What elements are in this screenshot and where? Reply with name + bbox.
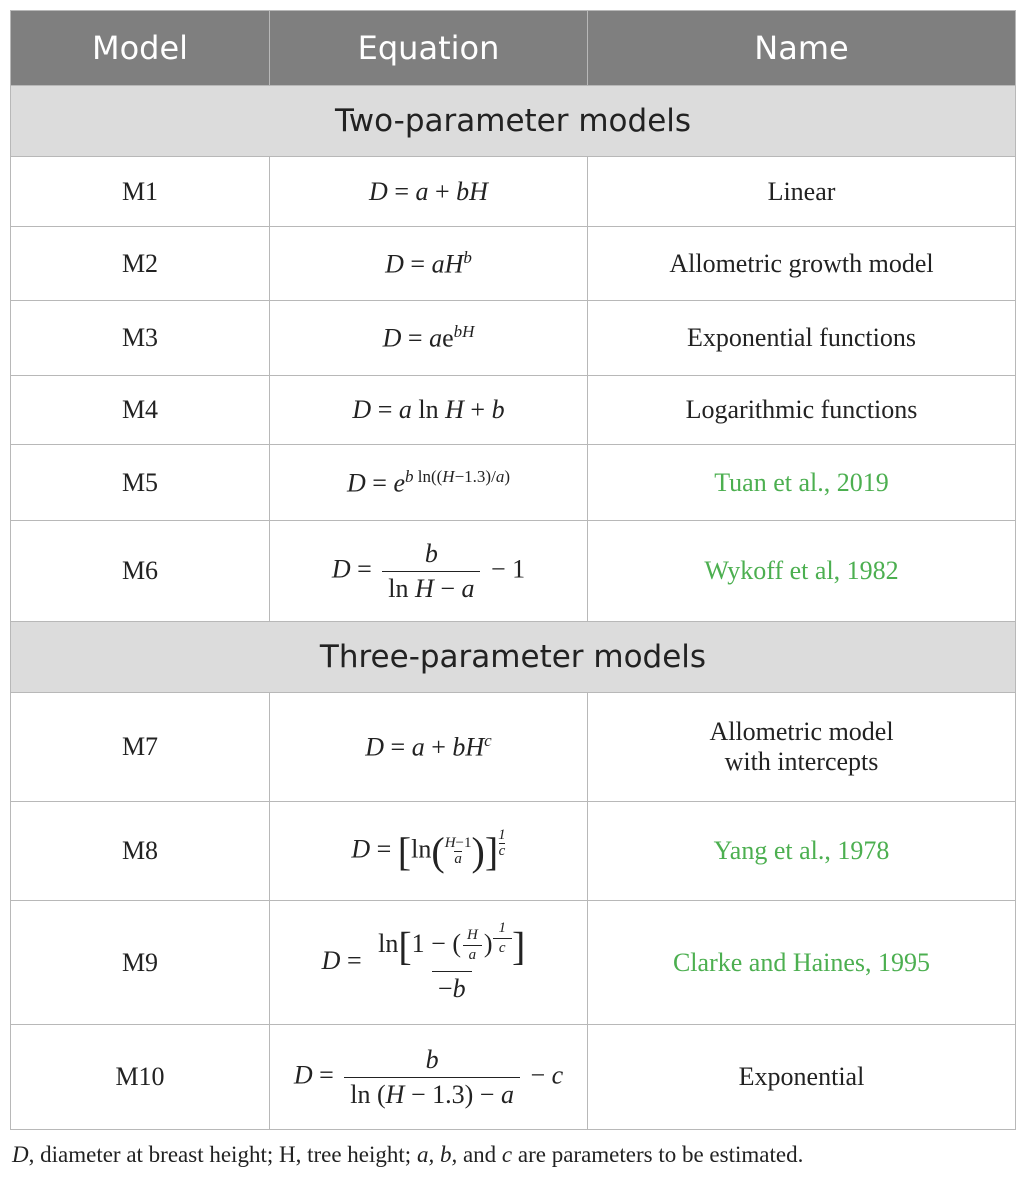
equation: $D = a + bH^c$ — [270, 693, 588, 802]
model-id: M4 — [11, 376, 270, 445]
footnote-d: D — [12, 1142, 29, 1167]
model-id: M5 — [11, 445, 270, 521]
footnote-text: , diameter at breast height; H, tree height; — [28, 1142, 417, 1167]
model-name-line: with intercepts — [724, 747, 879, 776]
equation: $D = e^{b ln((H-1.3)/a)}$ — [270, 445, 588, 521]
footnote-a: a, — [416, 1142, 435, 1167]
table-row — [11, 227, 1016, 301]
model-name — [588, 693, 1016, 802]
reference-link[interactable]: Clarke and Haines, 1995 — [588, 901, 1016, 1025]
section-row-two-parameter — [11, 86, 1016, 157]
model-id: M10 — [11, 1025, 270, 1130]
equation: $D = aH^b$ — [270, 227, 588, 301]
equation: D = a + bH — [270, 157, 588, 227]
footnote-c: c — [501, 1142, 513, 1167]
models-table — [10, 10, 1016, 1130]
model-name: Allometric growth model — [588, 227, 1016, 301]
table-row — [11, 521, 1016, 622]
model-id: M7 — [11, 693, 270, 802]
header-name: Name — [588, 11, 1016, 86]
table-row — [11, 301, 1016, 376]
equation: D = a ln H + b — [270, 376, 588, 445]
model-id: M8 — [11, 802, 270, 901]
model-id: M6 — [11, 521, 270, 622]
header-model: Model — [11, 11, 270, 86]
table-row — [11, 693, 1016, 802]
model-id: M9 — [11, 901, 270, 1025]
model-name: Exponential — [588, 1025, 1016, 1130]
header-equation: Equation — [270, 11, 588, 86]
equation: D = [ln( $\frac{H-1}{a}$ )] $^{\frac{1}{c}}$ — [270, 802, 588, 901]
model-name: Linear — [588, 157, 1016, 227]
footnote-and: and — [462, 1142, 497, 1167]
model-name: Logarithmic functions — [588, 376, 1016, 445]
reference-link[interactable]: Yang et al., 1978 — [588, 802, 1016, 901]
model-id: M3 — [11, 301, 270, 376]
table-row — [11, 157, 1016, 227]
table-row — [11, 802, 1016, 901]
equation: D = ln[1 − ( $\frac{H}{a}$ ) $^{\frac{1}{c}}$ ] −b — [270, 901, 588, 1025]
section-title: Three-parameter models — [11, 622, 1016, 693]
equation: D = $\frac{b}{\text{ln H − a}}$ − 1 — [270, 521, 588, 622]
reference-link[interactable]: Wykoff et al, 1982 — [588, 521, 1016, 622]
model-id: M2 — [11, 227, 270, 301]
reference-link[interactable]: Tuan et al., 2019 — [588, 445, 1016, 521]
section-title: Two-parameter models — [11, 86, 1016, 157]
equation: D = $\frac{b}{\ln (H - 1.3) - a}$ − c — [270, 1025, 588, 1130]
table-row — [11, 901, 1016, 1025]
table-row — [11, 376, 1016, 445]
model-name-line: Allometric model — [709, 717, 894, 746]
footnote-text-end: are parameters to be estimated. — [517, 1142, 804, 1167]
table-footnote — [12, 1142, 1017, 1168]
section-row-three-parameter — [11, 622, 1016, 693]
footnote-b: b, — [439, 1142, 458, 1167]
model-name: Exponential functions — [588, 301, 1016, 376]
equation: $D = ae^{bH}$ — [270, 301, 588, 376]
table-row — [11, 445, 1016, 521]
header-row — [11, 11, 1016, 86]
model-id: M1 — [11, 157, 270, 227]
table-row — [11, 1025, 1016, 1130]
